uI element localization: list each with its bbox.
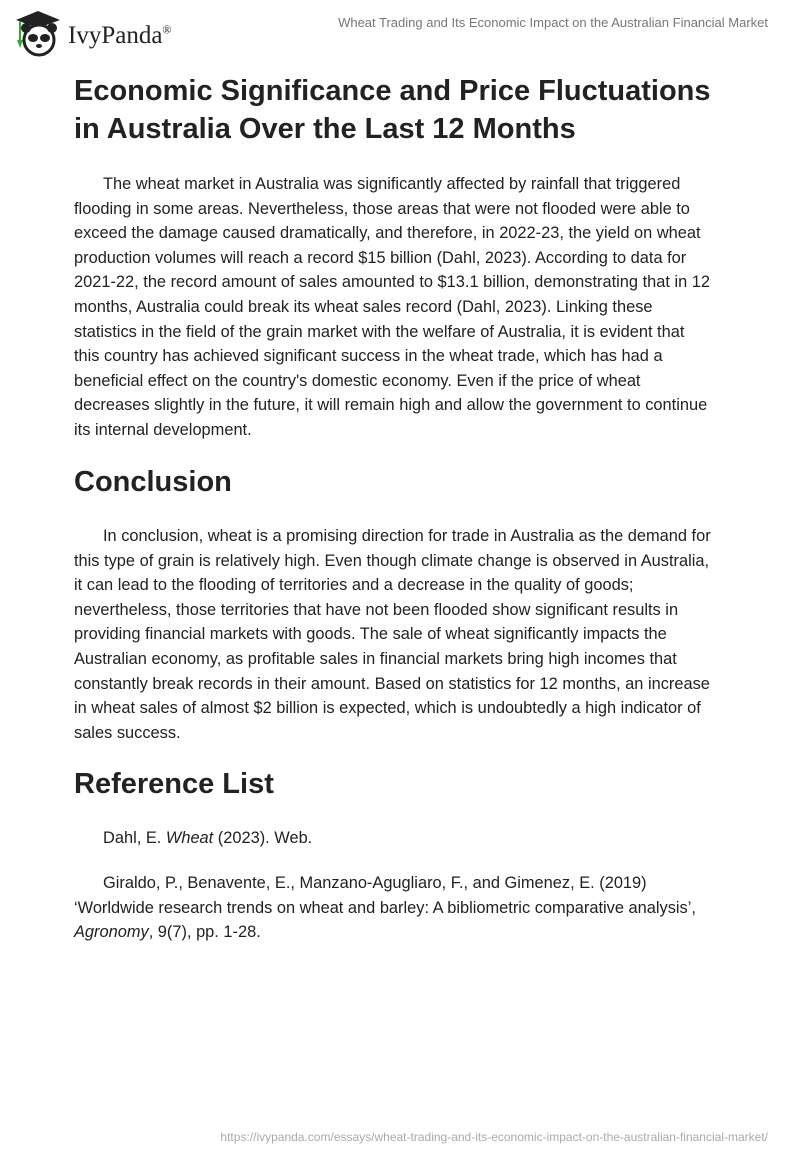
logo[interactable] [12,8,172,58]
text-line: this type of grain is relatively high. Even though climate change is observed in Australia, [74,551,710,570]
text-line: sales success. [74,723,181,742]
text-line: flooding in some areas. Nevertheless, those areas that were not flooded were able to [74,199,690,218]
section-heading-conclusion: Conclusion [74,466,232,498]
source-url[interactable]: https://ivypanda.com/essays/wheat-trading-and-its-economic-impact-on-the-australian-financial-market/ [220,1130,768,1144]
text-line: Australian economy, as profitable sales in financial markets bring high incomes that [74,649,677,668]
text-line: In conclusion, wheat is a promising direction for trade in Australia as the demand for [103,527,711,545]
text-line: nevertheless, those territories that have not been flooded show significant results in [74,600,679,619]
paragraph-economic-significance [74,172,734,443]
section-heading-economic-significance: Economic Significance and Price Fluctuations in Australia Over the Last 12 Months [74,75,711,145]
text-line: 2021-22, the record amount of sales amounted to $13.1 billion, demonstrating that in 12 [74,273,711,292]
text-line: exceed the damage caused dramatically, and therefore, in 2022-23, the yield on wheat [74,224,701,243]
section-heading-reference-list: Reference List [74,768,274,800]
reference-giraldo: Giraldo, P., Benavente, E., Manzano-Agugliaro, F., and Gimenez, E. (2019) ‘Worldwide research trends on wheat and barley: A bibliometric comparative analysis’, Agronomy, 9(7), pp. 1-28. [74,874,696,942]
text-line: beneficial effect on the country's domestic economy. Even if the price of wheat [74,371,641,390]
text-line: providing financial markets with goods. The sale of wheat significantly impacts the [74,625,667,644]
text-line: in wheat sales of almost $2 billion is expected, which is undoubtedly a high indicator of [74,699,701,718]
text-line: this country has achieved significant success in the wheat trade, which has had a [74,347,663,366]
paragraph-conclusion [74,524,734,745]
text-line: its internal development. [74,420,252,439]
panda-graduate-icon [12,8,64,58]
text-line: statistics in the field of the grain market with the welfare of Australia, it is evident that [74,322,685,341]
text-line: The wheat market in Australia was significantly affected by rainfall that triggered [103,175,681,193]
text-line: decreases slightly in the future, it will remain high and allow the government to continue [74,396,708,415]
reference-dahl: Dahl, E. Wheat (2023). Web. [103,829,313,847]
text-line: constantly break records in their amount. Based on statistics for 12 months, an increase [74,674,710,693]
logo-text: IvyPanda® [68,22,172,49]
text-line: production volumes will reach a record $15 billion (Dahl, 2023). According to data for [74,248,687,267]
text-line: months, Australia could break its wheat sales record (Dahl, 2023). Linking these [74,297,653,316]
text-line: it can lead to the flooding of territories and a decrease in the quality of goods; [74,576,634,595]
document-title: Wheat Trading and Its Economic Impact on the Australian Financial Market [338,15,768,30]
